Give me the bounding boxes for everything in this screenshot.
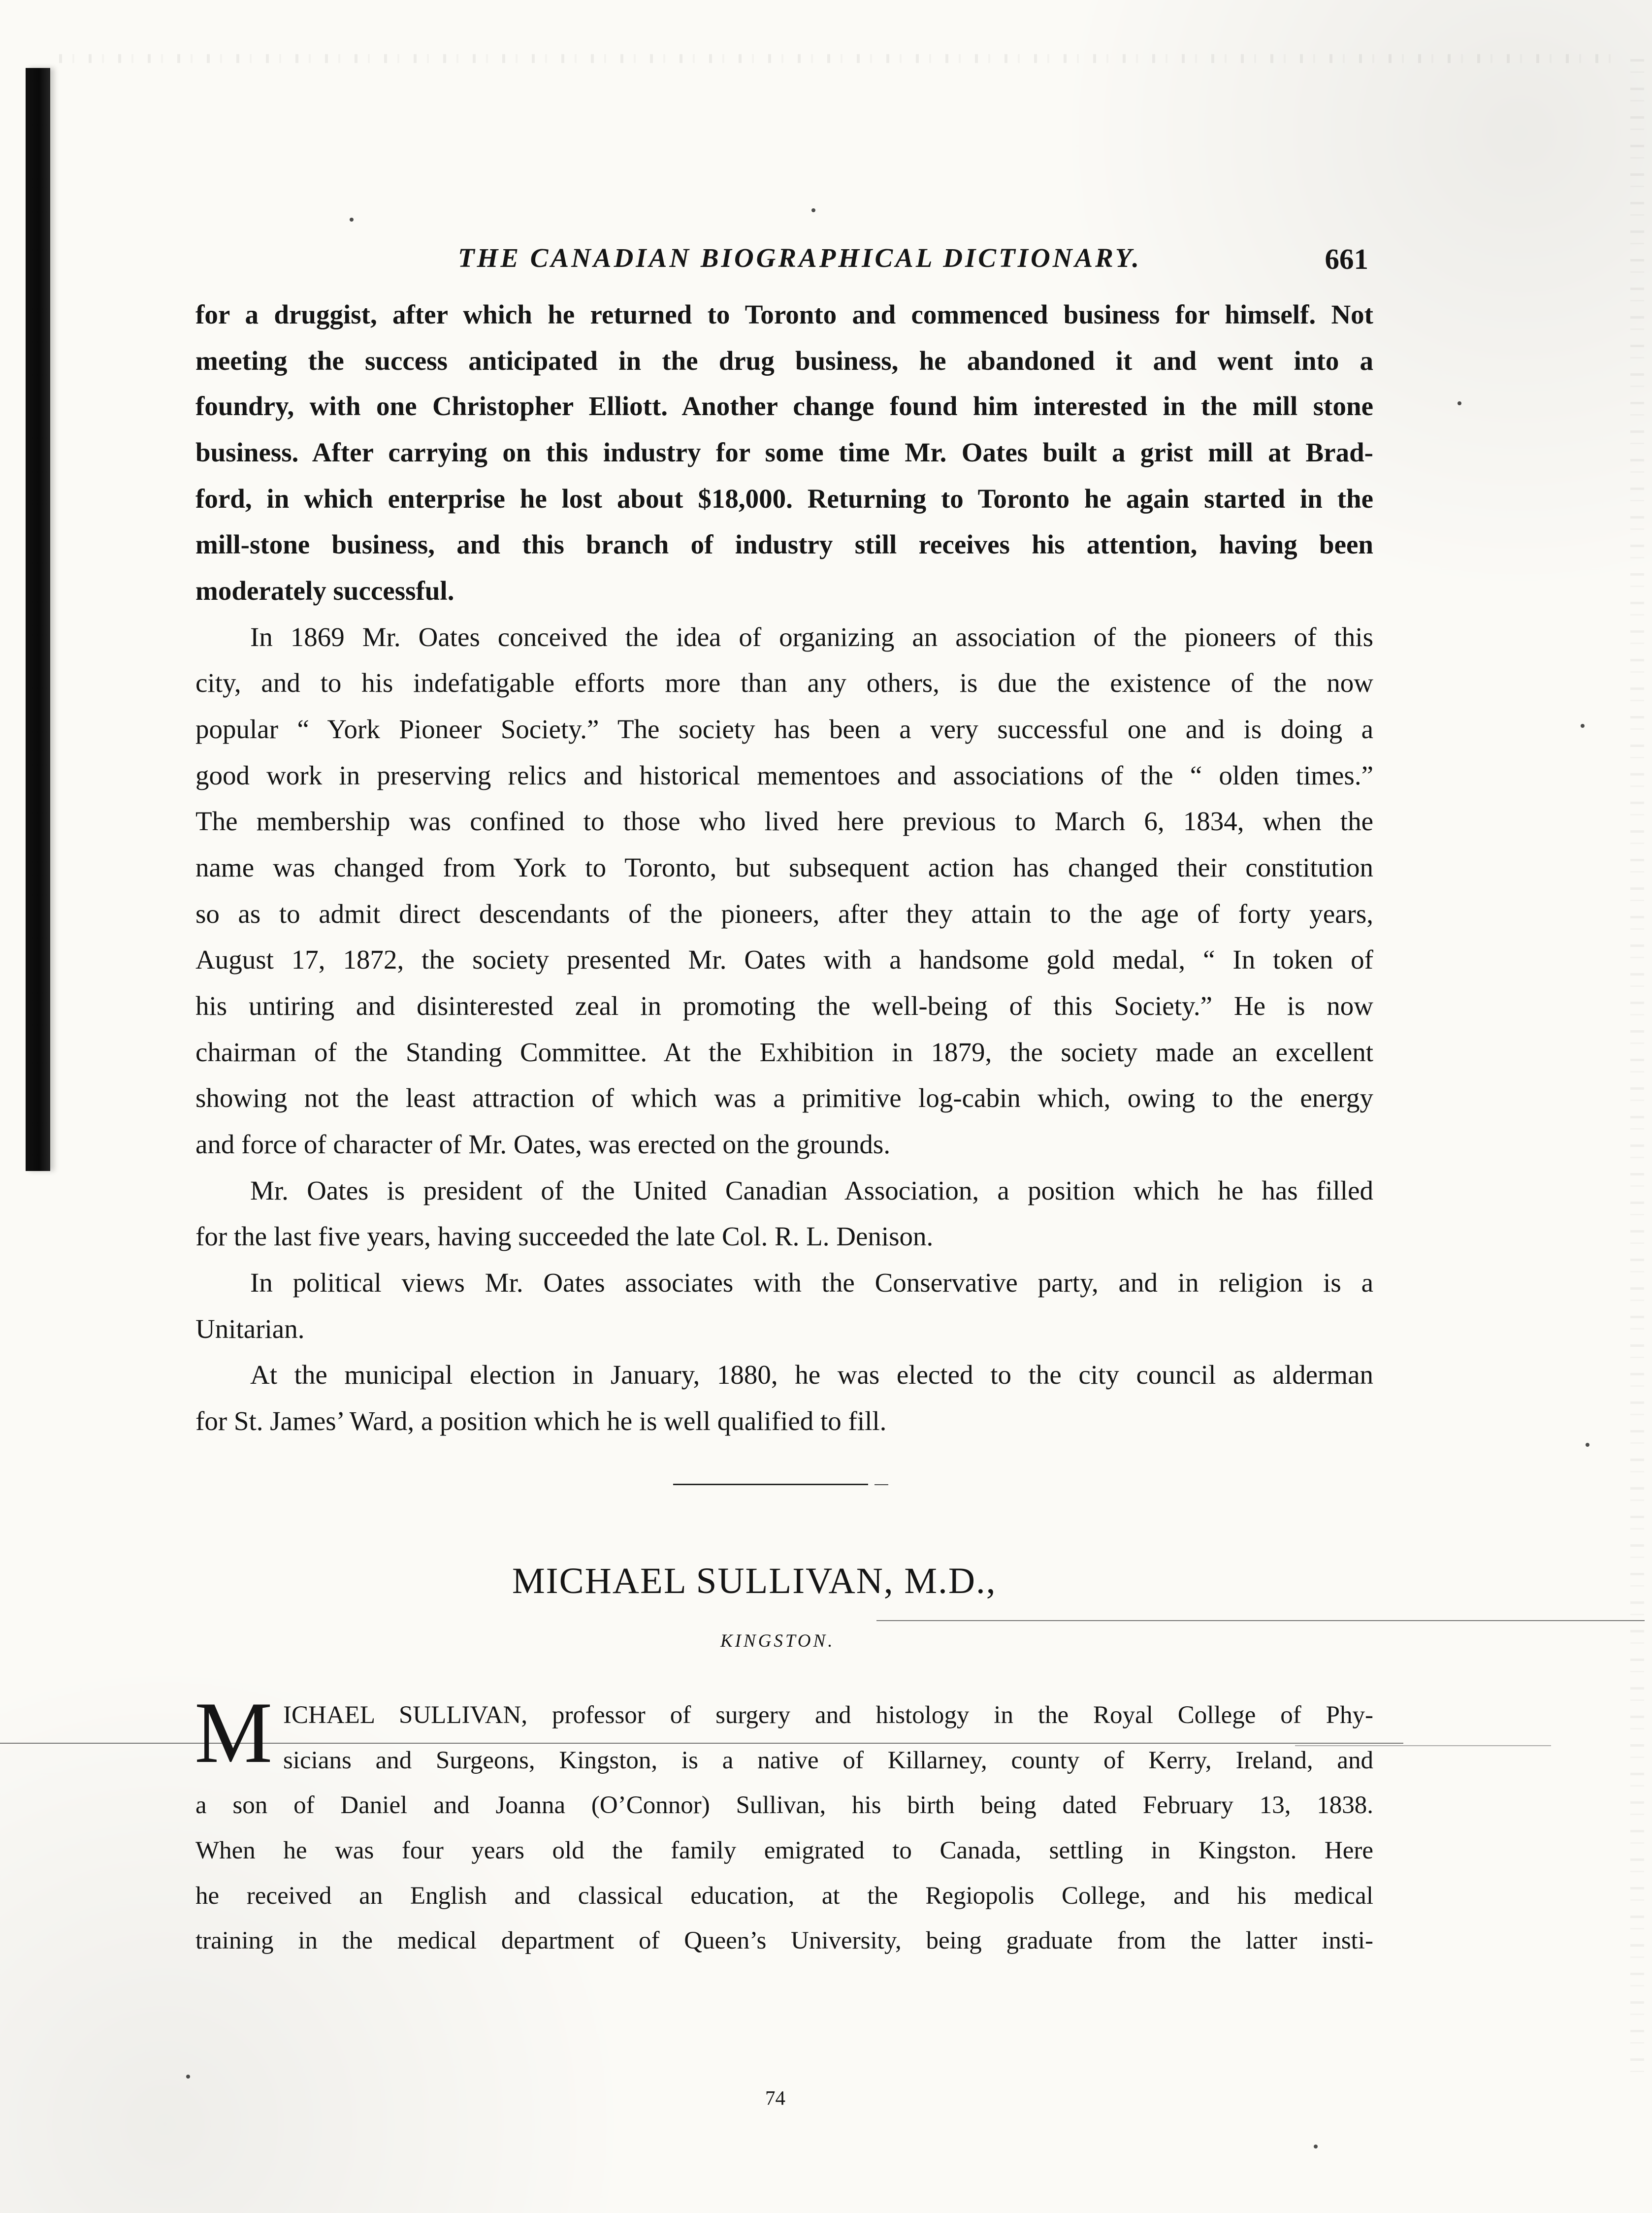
scan-line-mark (876, 1620, 1645, 1621)
paragraph-start: In political views Mr. Oates associates with the Conservative party, and in religion is a (250, 1268, 1373, 1298)
right-edge-speckle (1630, 59, 1644, 2078)
body-line: foundry, with one Christopher Elliott. Another change found him interested in the mill stone (195, 391, 1373, 421)
body-line: Unitarian. (195, 1314, 305, 1344)
biography-line: When he was four years old the family emigrated to Canada, settling in Kingston. Here (195, 1837, 1373, 1864)
biography-line: a son of Daniel and Joanna (O’Connor) Sullivan, his birth being dated February 13, 1838. (195, 1791, 1373, 1819)
body-line: business. After carrying on this industry for some time Mr. Oates built a grist mill at Brad- (195, 437, 1373, 467)
body-line: The membership was confined to those who lived here previous to March 6, 1834, when the (195, 806, 1373, 836)
body-line: for the last five years, having succeeded the late Col. R. L. Denison. (195, 1221, 934, 1251)
paragraph-start: Mr. Oates is president of the United Canadian Association, a position which he has filled (250, 1175, 1373, 1205)
signature-mark: 74 (765, 2086, 785, 2109)
biography-line: training in the medical department of Queen’s University, being graduate from the latter insti- (195, 1927, 1373, 1954)
body-line: showing not the least attraction of which was a primitive log-cabin which, owing to the energy (195, 1083, 1373, 1113)
body-line: August 17, 1872, the society presented Mr. Oates with a handsome gold medal, “ In token of (195, 944, 1373, 975)
body-line: popular “ York Pioneer Society.” The society has been a very successful one and is doing a (195, 714, 1373, 744)
biography-line: sicians and Surgeons, Kingston, is a native of Killarney, county of Kerry, Ireland, and (283, 1747, 1373, 1774)
section-divider (673, 1484, 868, 1485)
body-line: and force of character of Mr. Oates, was erected on the grounds. (195, 1129, 891, 1159)
body-line: moderately successful. (195, 576, 454, 606)
biography-line: ICHAEL SULLIVAN, professor of surgery and histology in the Royal College of Phy- (283, 1701, 1373, 1729)
binding-strip (26, 68, 50, 1171)
scan-speck (350, 218, 354, 222)
scan-speck (1581, 724, 1585, 728)
scan-speck (1586, 1443, 1589, 1447)
body-line: so as to admit direct descendants of the pioneers, after they attain to the age of forty years, (195, 899, 1373, 929)
page-number: 661 (1325, 243, 1368, 275)
scan-speck (1458, 401, 1461, 405)
paragraph-start: At the municipal election in January, 1880, he was elected to the city council as alderman (250, 1360, 1373, 1390)
section-divider-tail (875, 1484, 888, 1485)
biography-heading: MICHAEL SULLIVAN, M.D., (512, 1561, 997, 1601)
body-line: name was changed from York to Toronto, but subsequent action has changed their constitution (195, 852, 1373, 882)
body-line: his untiring and disinterested zeal in promoting the well-being of this Society.” He is now (195, 991, 1373, 1021)
scan-speck (186, 2075, 190, 2079)
body-line: for a druggist, after which he returned to Toronto and commenced business for himself. Not (195, 299, 1373, 329)
body-line: city, and to his indefatigable efforts more than any others, is due the existence of the now (195, 668, 1373, 698)
drop-cap: M (194, 1684, 273, 1781)
body-line: ford, in which enterprise he lost about $18,000. Returning to Toronto he again started in the (195, 484, 1373, 514)
biography-location: KINGSTON. (720, 1631, 835, 1651)
paragraph-start: In 1869 Mr. Oates conceived the idea of organizing an association of the pioneers of this (250, 622, 1373, 652)
body-line: for St. James’ Ward, a position which he is well qualified to fill. (195, 1406, 887, 1436)
top-edge-speckle (59, 54, 1625, 63)
body-line: meeting the success anticipated in the drug business, he abandoned it and went into a (195, 346, 1373, 376)
body-line: mill-stone business, and this branch of industry still receives his attention, having been (195, 529, 1373, 559)
biography-line: he received an English and classical education, at the Regiopolis College, and his medical (195, 1882, 1373, 1910)
scan-speck (811, 208, 815, 212)
body-line: chairman of the Standing Committee. At the Exhibition in 1879, the society made an excellent (195, 1037, 1373, 1067)
scan-speck (1314, 2145, 1318, 2148)
running-head: THE CANADIAN BIOGRAPHICAL DICTIONARY. (458, 243, 1142, 273)
body-line: good work in preserving relics and historical mementoes and associations of the “ olden times.” (195, 760, 1373, 790)
